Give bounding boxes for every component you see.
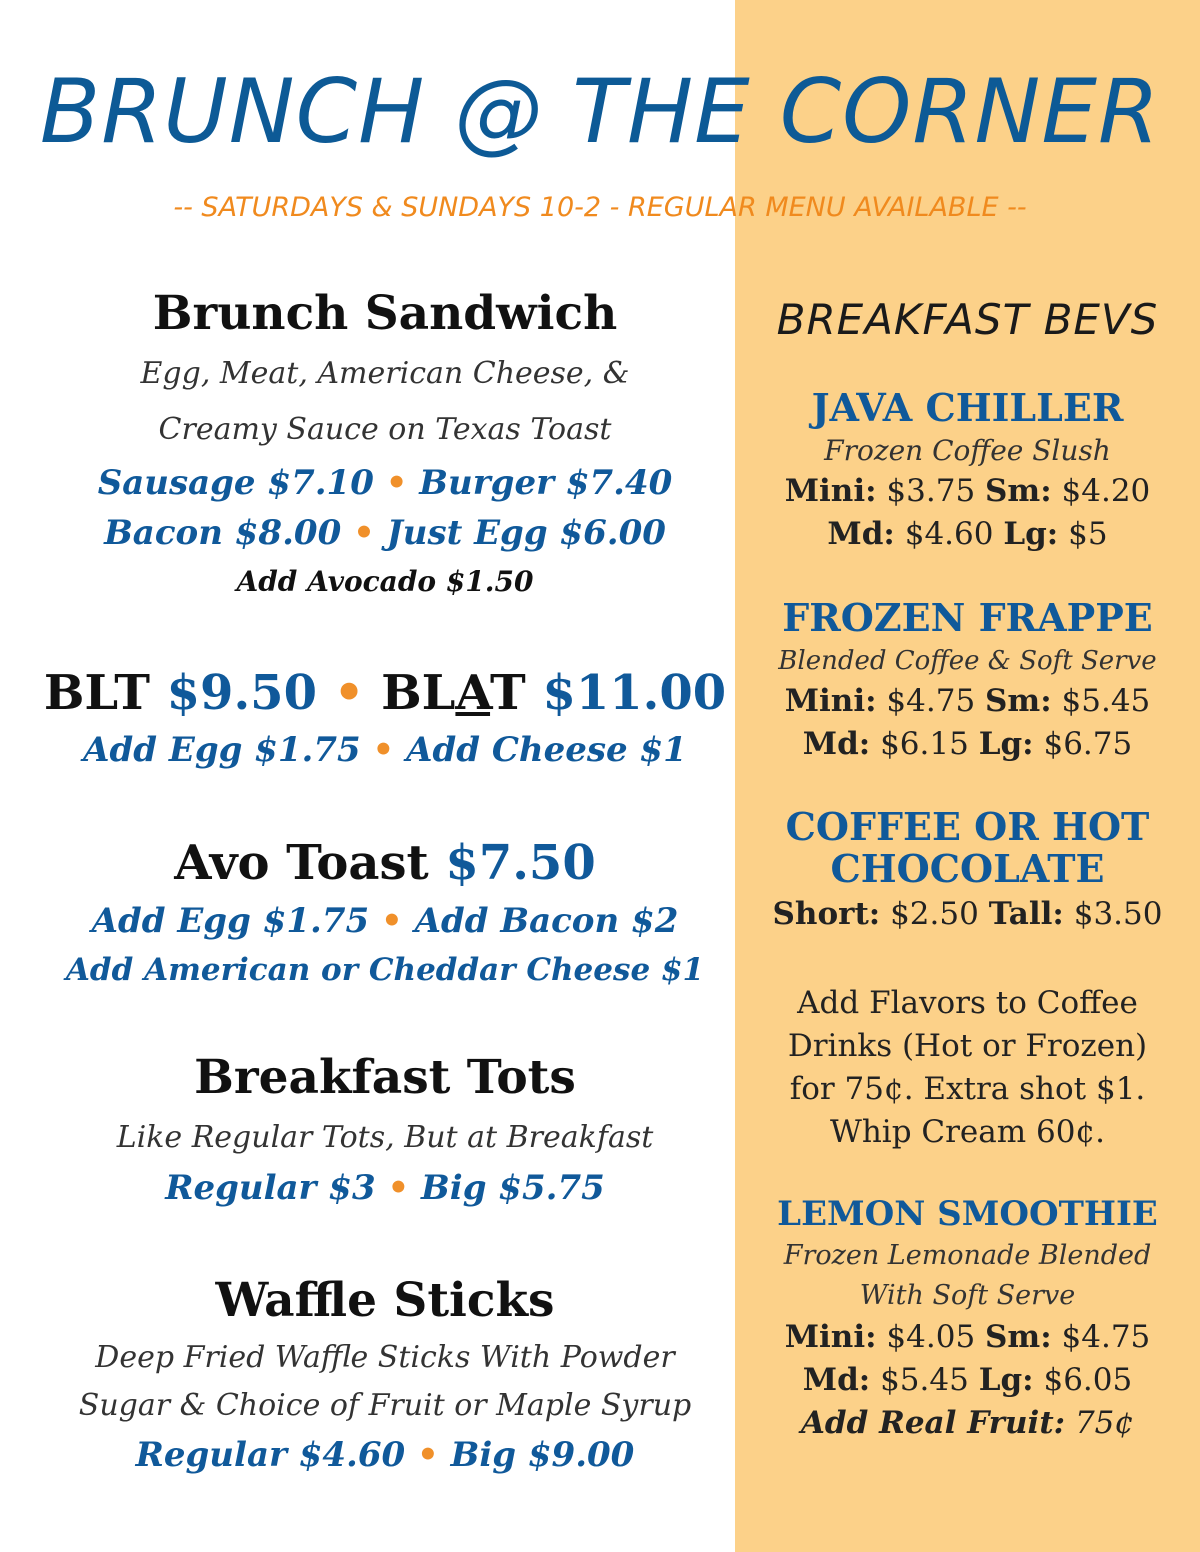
lemon-smoothie-section <box>745 1192 1190 1445</box>
item-name: BLT <box>43 665 150 721</box>
size-label: Sm: <box>985 1319 1052 1355</box>
note-line: Drinks (Hot or Frozen) <box>787 1028 1148 1064</box>
blt-heading <box>40 660 730 726</box>
item-description: Sugar & Choice of Fruit or Maple Syrup <box>78 1388 692 1423</box>
beverages-title: BREAKFAST BEVS <box>776 295 1159 344</box>
size-prices <box>745 723 1190 766</box>
separator: • <box>333 665 365 721</box>
item-description: Deep Fried Waffle Sticks With Powder <box>95 1340 675 1375</box>
addon-price: 75¢ <box>1074 1405 1135 1441</box>
size-label: Lg: <box>1003 516 1059 552</box>
price-line <box>40 508 730 558</box>
drink-name: COFFEE OR HOT <box>785 804 1150 849</box>
item-price: $9.50 <box>166 665 317 721</box>
note-line: Whip Cream 60¢. <box>829 1114 1106 1150</box>
size-label: Tall: <box>988 896 1064 932</box>
coffee-hot-chocolate-section <box>745 806 1190 938</box>
avo-heading <box>40 830 730 896</box>
size-label: Lg: <box>978 1362 1034 1398</box>
size-label: Lg: <box>978 726 1034 762</box>
brunch-sandwich-section <box>40 282 730 606</box>
item-name: Breakfast Tots <box>194 1050 576 1105</box>
menu-title: BRUNCH @ THE CORNER <box>39 60 1161 163</box>
price-line <box>40 726 730 774</box>
item-description: Egg, Meat, American Cheese, & <box>140 356 630 391</box>
size-price: $4.60 <box>904 516 994 552</box>
size-price: $4.20 <box>1061 473 1151 509</box>
waffle-sticks-section <box>40 1268 730 1480</box>
avo-toast-section <box>40 830 730 994</box>
frozen-frappe-section <box>745 594 1190 766</box>
price-sausage: Sausage $7.10 <box>97 463 374 503</box>
drink-description: Blended Coffee & Soft Serve <box>778 646 1157 676</box>
size-price: $5 <box>1068 516 1108 552</box>
separator: • <box>372 730 395 770</box>
item-name: Waffle Sticks <box>215 1273 555 1328</box>
add-bacon: Add Bacon $2 <box>414 901 679 941</box>
price-line <box>40 896 730 946</box>
size-prices <box>745 890 1190 938</box>
drink-description: With Soft Serve <box>859 1280 1076 1311</box>
drink-name: LEMON SMOOTHIE <box>777 1194 1158 1234</box>
add-egg: Add Egg $1.75 <box>83 730 361 770</box>
size-price: $5.45 <box>1061 683 1151 719</box>
size-label: Mini: <box>784 1319 877 1355</box>
item-description: Creamy Sauce on Texas Toast <box>158 412 612 447</box>
beverages-column <box>745 290 1190 350</box>
size-prices <box>745 1316 1190 1359</box>
price-big: Big $9.00 <box>450 1435 635 1475</box>
blat-underlined-a: A <box>455 665 491 721</box>
drink-description: Frozen Lemonade Blended <box>783 1240 1152 1271</box>
size-price: $4.05 <box>886 1319 976 1355</box>
size-price: $6.75 <box>1043 726 1133 762</box>
size-price: $6.15 <box>880 726 969 762</box>
size-label: Sm: <box>985 473 1052 509</box>
item-name: Brunch Sandwich <box>152 286 618 341</box>
separator: • <box>387 1168 410 1208</box>
size-label: Sm: <box>985 683 1052 719</box>
price-burger: Burger $7.40 <box>419 463 673 503</box>
size-price: $3.75 <box>886 473 976 509</box>
size-label: Mini: <box>784 473 877 509</box>
size-prices <box>745 470 1190 513</box>
price-big: Big $5.75 <box>421 1168 605 1208</box>
breakfast-tots-section <box>40 1045 730 1211</box>
size-label: Md: <box>802 726 871 762</box>
size-price: $5.45 <box>880 1362 969 1398</box>
separator: • <box>381 901 403 941</box>
price-line <box>40 1430 730 1480</box>
size-price: $6.05 <box>1043 1362 1133 1398</box>
separator: • <box>417 1435 439 1475</box>
price-bacon: Bacon $8.00 <box>104 513 342 553</box>
add-cheese: Add American or Cheddar Cheese $1 <box>65 952 705 988</box>
price-line <box>40 458 730 508</box>
size-label: Short: <box>772 896 881 932</box>
size-price: $4.75 <box>1061 1319 1151 1355</box>
size-price: $4.75 <box>886 683 976 719</box>
drink-name: JAVA CHILLER <box>811 385 1124 430</box>
java-chiller-section <box>745 384 1190 556</box>
size-label: Mini: <box>784 683 877 719</box>
item-name: Avo Toast <box>174 835 429 891</box>
item-name-blat <box>381 665 526 721</box>
add-real-fruit <box>745 1402 1190 1445</box>
blt-section <box>40 660 730 774</box>
size-prices <box>745 513 1190 556</box>
note-line: for 75¢. Extra shot $1. <box>789 1071 1146 1107</box>
drink-name: FROZEN FRAPPE <box>782 595 1153 640</box>
price-line <box>40 1165 730 1211</box>
menu-subtitle: -- SATURDAYS & SUNDAYS 10-2 - REGULAR MENU AVAILABLE -- <box>173 192 1027 223</box>
item-description: Like Regular Tots, But at Breakfast <box>116 1120 654 1155</box>
price-just-egg: Just Egg $6.00 <box>386 513 666 553</box>
blat-part: T <box>490 665 526 721</box>
note-line: Add Flavors to Coffee <box>797 985 1138 1021</box>
drink-name: CHOCOLATE <box>830 846 1105 891</box>
blat-part: BL <box>381 665 456 721</box>
item-price: $7.50 <box>445 835 596 891</box>
price-regular: Regular $4.60 <box>135 1435 406 1475</box>
size-prices <box>745 680 1190 723</box>
separator: • <box>385 463 408 503</box>
separator: • <box>353 513 375 553</box>
add-cheese: Add Cheese $1 <box>406 730 687 770</box>
size-price: $3.50 <box>1073 896 1163 932</box>
add-egg: Add Egg $1.75 <box>91 901 370 941</box>
price-regular: Regular $3 <box>165 1168 376 1208</box>
item-price: $11.00 <box>542 665 727 721</box>
size-price: $2.50 <box>890 896 979 932</box>
addon-label: Add Real Fruit: <box>800 1405 1066 1441</box>
size-prices <box>745 1359 1190 1402</box>
drink-description: Frozen Coffee Slush <box>824 434 1111 467</box>
add-avocado: Add Avocado $1.50 <box>236 565 534 598</box>
size-label: Md: <box>827 516 895 552</box>
coffee-flavors-note <box>745 982 1190 1154</box>
size-label: Md: <box>802 1362 871 1398</box>
